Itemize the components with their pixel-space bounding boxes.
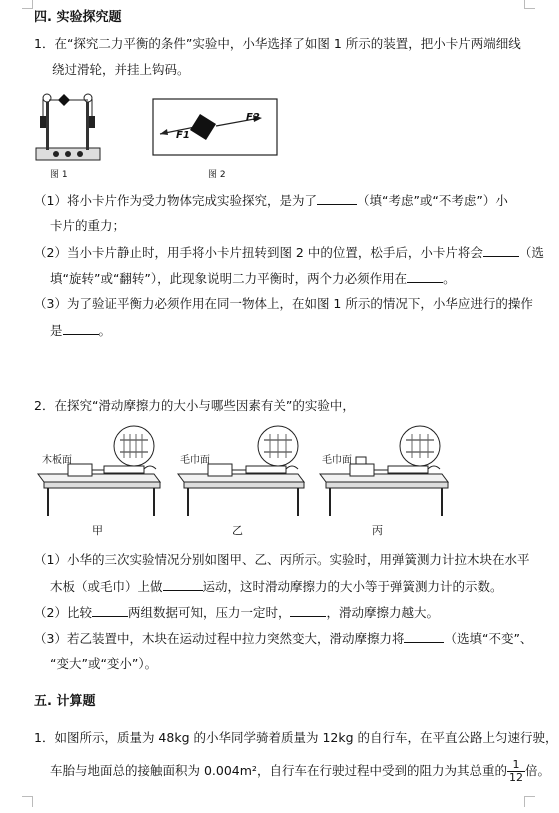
- section-heading-experiment: 四. 实验探究题: [34, 10, 122, 25]
- q2-part1-line2: 木板（或毛巾）上做 运动，这时滑动摩擦力的大小等于弹簧测力计的示数。: [50, 579, 503, 594]
- figure-friction-b: [174, 424, 306, 518]
- figure-friction-a: [34, 424, 162, 518]
- surface-label-a: 木板面: [42, 455, 72, 466]
- q1-part1-line1: （1）将小卡片作为受力物体完成实验探究，是为了 （填“考虑”或“不考虑”）小: [34, 193, 508, 208]
- corner-mark-bottom-right: [524, 796, 535, 807]
- q2-stem: 2．在探究“滑动摩擦力的大小与哪些因素有关”的实验中，: [34, 398, 355, 413]
- q1-part2-line1: （2）当小卡片静止时，用手将小卡片扭转到图 2 中的位置，松手后，小卡片将会 （选: [34, 245, 544, 260]
- figure-1-caption: 图 1: [50, 170, 68, 180]
- force-label-f2: F2: [246, 112, 260, 123]
- answer-blank[interactable]: [407, 270, 443, 283]
- corner-mark-top-left: [22, 0, 33, 9]
- force-label-f1: F1: [176, 130, 190, 141]
- calc-q1-line1: 1．如图所示，质量为 48kg 的小华同学骑着质量为 12kg 的自行车，在平直公路上匀速行驶，: [34, 730, 558, 745]
- answer-blank[interactable]: [317, 192, 357, 205]
- q1-part3-line1: （3）为了验证平衡力必须作用在同一物体上，在如图 1 所示的情况下，小华应进行的操作: [34, 296, 533, 311]
- q2-part1-line1: （1）小华的三次实验情况分别如图甲、乙、丙所示。实验时，用弹簧测力计拉木块在水平: [34, 552, 530, 567]
- answer-blank[interactable]: [163, 578, 203, 591]
- answer-blank[interactable]: [92, 604, 128, 617]
- figure-caption-jia: 甲: [92, 524, 103, 537]
- figure-2-caption: 图 2: [208, 170, 226, 180]
- answer-blank[interactable]: [290, 604, 326, 617]
- q1-part2-line2: 填“旋转”或“翻转”），此现象说明二力平衡时，两个力必须作用在 。: [50, 271, 456, 286]
- q1-stem-line1: 1．在“探究二力平衡的条件”实验中，小华选择了如图 1 所示的装置，把小卡片两端细线: [34, 36, 521, 51]
- q1-part1-line2: 卡片的重力；: [50, 218, 126, 233]
- surface-label-c: 毛巾面: [322, 455, 352, 466]
- q2-part3-line2: “变大”或“变小”）。: [50, 656, 158, 671]
- figure-2-card-forces: [150, 96, 280, 158]
- answer-blank[interactable]: [483, 244, 519, 257]
- q1-part3-line2: 是 。: [50, 323, 112, 338]
- figure-caption-bing: 丙: [372, 524, 383, 537]
- fraction-one-twelfth: $\frac{1}{12}$: [508, 758, 523, 784]
- q2-part2: （2）比较 两组数据可知，压力一定时， ，滑动摩擦力越大。: [34, 605, 439, 620]
- q1-stem-line2: 绕过滑轮，并挂上钩码。: [52, 62, 190, 77]
- answer-blank[interactable]: [404, 630, 444, 643]
- surface-label-b: 毛巾面: [180, 455, 210, 466]
- section-heading-calculation: 五. 计算题: [34, 694, 96, 709]
- answer-blank[interactable]: [63, 322, 99, 335]
- corner-mark-bottom-left: [22, 796, 33, 807]
- corner-mark-top-right: [524, 0, 535, 9]
- figure-1-apparatus: [34, 86, 104, 166]
- figure-caption-yi: 乙: [232, 524, 243, 537]
- q2-part3-line1: （3）若乙装置中，木块在运动过程中拉力突然变大，滑动摩擦力将 （选填“不变”、: [34, 631, 533, 646]
- figure-friction-c: [316, 424, 450, 518]
- calc-q1-line2: 车胎与地面总的接触面积为 0.004m²，自行车在行驶过程中受到的阻力为其总重的 $\frac{1}{12}$ 倍。: [50, 758, 550, 784]
